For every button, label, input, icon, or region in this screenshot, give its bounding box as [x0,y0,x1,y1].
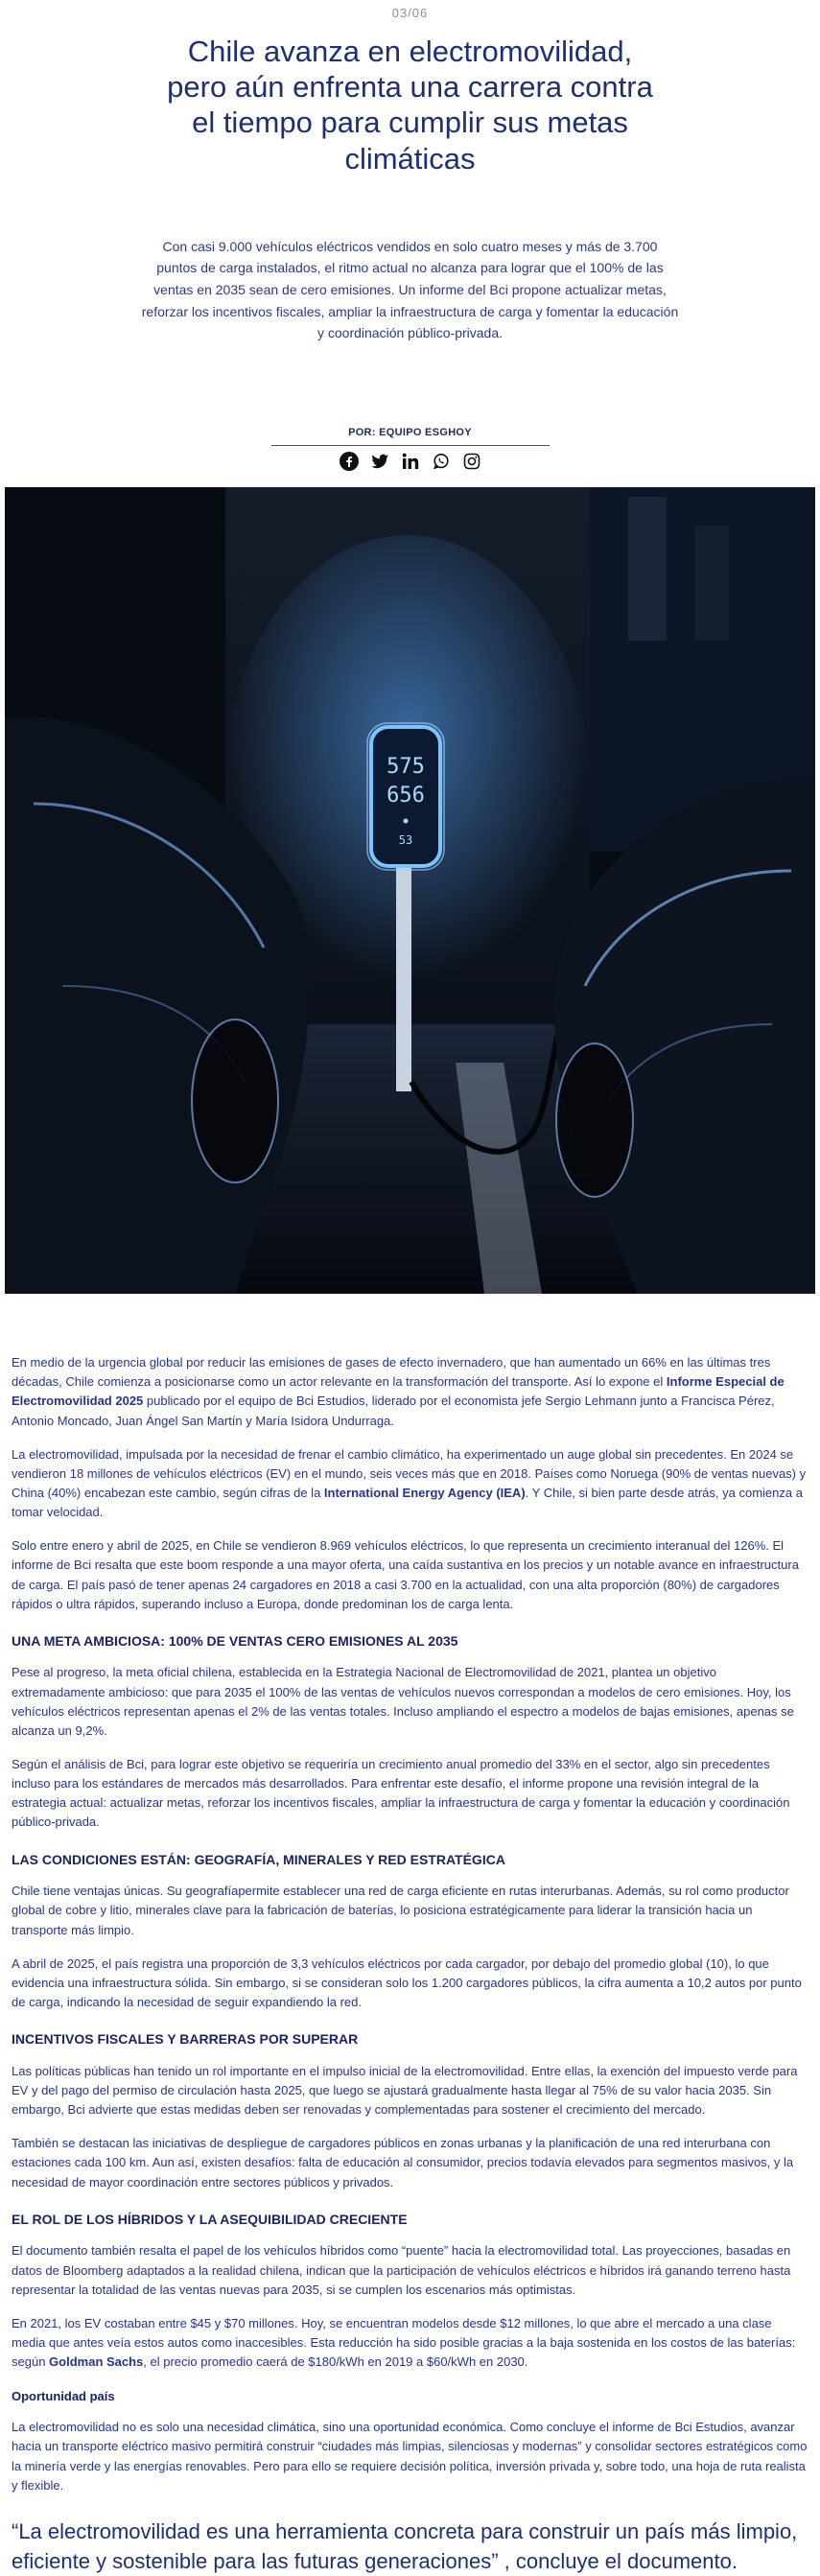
linkedin-icon[interactable] [401,452,420,471]
social-share-bar [0,452,820,471]
facebook-icon[interactable] [340,452,359,471]
report-link[interactable]: Informe Especial de Electromovilidad 2025 [12,1374,785,1409]
section-heading: EL ROL DE LOS HÍBRIDOS Y LA ASEQUIBILIDAD CRECIENTE [12,2211,408,2227]
byline: POR: EQUIPO ESGHOY [348,427,472,439]
article-title: Chile avanza en electromovilidad, pero aún enfrenta una carrera contra el tiempo para cumplir sus metas climáticas [167,35,653,176]
goldman-sachs-link[interactable]: Goldman Sachs [49,2354,144,2370]
section-heading: UNA META AMBICIOSA: 100% DE VENTAS CERO EMISIONES AL 2035 [12,1632,458,1649]
paragraph: La electromovilidad no es solo una necesidad climática, sino una oportunidad económica. Como concluye el informe de Bci Estudios, avanzar hacia un transporte eléctrico masivo permitirá construir “ciudades más limpias, silenciosas y modernas” y consolidar sectores estratégicos como la minería verde y las energías renovables. Pero para ello se requiere decisión política, inversión privada y, sobre todo, una hoja de ruta realista y flexible. [12,2420,808,2493]
byline-divider [271,445,550,446]
paragraph: Chile tiene ventajas únicas. Su geografíapermite establecer una red de carga eficiente en rutas interurbanas. Además, su rol como productor global de cobre y litio, minerales clave para la fabricación de baterías, lo posiciona estratégicamente para liderar la transición hacia un transporte más limpio. [12,1884,789,1937]
article-lead: Con casi 9.000 vehículos eléctricos vendidos en solo cuatro meses y más de 3.700 puntos de carga instalados, el ritmo actual no alcanza para lograr que el 100% de las ventas en 2035 sean de cero emisiones. Un informe del Bci propone actualizar metas, reforzar los incentivos fiscales, ampliar la infraestructura de carga y fomentar la educación y coordinación público-privada. [141,238,679,341]
paragraph: La electromovilidad, impulsada por la necesidad de frenar el cambio climático, ha experimentado un auge global sin precedentes. En 2024 se vendieron 18 millones de vehículos eléctricos (EV) en el mundo, seis veces más que en 2018. Países como Noruega (90% de ventas nuevas) y China (40%) encabezan este cambio, según cifras de la International Energy Agency (IEA). Y Chile, si bien parte desde atrás, ya comienza a tomar velocidad. [12,1446,807,1520]
article-body [0,1353,820,2495]
paragraph: También se destacan las iniciativas de despliegue de cargadores públicos en zonas urbanas y la planificación de una red interurbana con estaciones cada 100 km. Aun así, existen desafíos: falta de educación al consumidor, precios todavía elevados para segmentos masivos, y la necesidad de mayor coordinación entre sectores públicos y privados. [12,2136,794,2190]
charger-display-line-3: 53 [398,833,413,848]
section-heading: LAS CONDICIONES ESTÁN: GEOGRAFÍA, MINERALES Y RED ESTRATÉGICA [12,1851,505,1867]
article-date: 03/06 [391,6,429,20]
paragraph: En 2021, los EV costaban entre $45 y $70 millones. Hoy, se encuentran modelos desde $12 millones, lo que abre el mercado a una clase media que antes veía estos autos como inaccesibles. Esta reducción ha sido posible gracias a la baja sostenida en los costos de las baterías: según Goldman Sachs, el precio promedio caerá de $180/kWh en 2019 a $60/kWh en 2030. [12,2315,796,2370]
instagram-icon[interactable] [462,452,481,471]
hero-image-ev-charger [5,487,815,1294]
iea-link[interactable]: International Energy Agency (IEA) [323,1485,526,1500]
charger-display-line-2: 656 [387,784,425,808]
closing-quote: “La electromovilidad es una herramienta concreta para construir un país más limpio, eficiente y sostenible para las futuras generaciones” , concluye el documento. [12,2518,798,2574]
paragraph: A abril de 2025, el país registra una proporción de 3,3 vehículos eléctricos por cada cargador, por debajo del promedio global (10), lo que evidencia una infraestructura sólida. Sin embargo, si se consideran solo los 1.200 cargadores públicos, la cifra aumenta a 10,2 autos por punto de carga, indicando la necesidad de seguir expandiendo la red. [12,1955,802,2009]
subsection-heading: Oportunidad país [12,2389,115,2404]
paragraph: Pese al progreso, la meta oficial chilena, establecida en la Estrategia Nacional de Electromovilidad de 2021, plantea un objetivo extremadamente ambicioso: que para 2035 el 100% de las ventas de vehículos nuevos correspondan a modelos de cero emisiones. Hoy, los vehículos eléctricos representan apenas el 2% de las ventas totales. Incluso ampliando el espectro a modelos de bajas emisiones, apenas se alcanza un 9,2%. [12,1665,794,1738]
ev-charger-illustration [5,487,815,1294]
paragraph: En medio de la urgencia global por reducir las emisiones de gases de efecto invernadero, que han aumentado un 66% en las últimas tres décadas, Chile comienza a posicionarse como un actor relevante en la transformación del transporte. Así lo expone el Informe Especial de Electromovilidad 2025 publicado por el equipo de Bci Estudios, liderado por el economista jefe Sergio Lehmann junto a Francisca Pérez, Antonio Moncado, Juan Ángel San Martín y María Isidora Undurraga. [12,1355,785,1428]
paragraph: Solo entre enero y abril de 2025, en Chile se vendieron 8.969 vehículos eléctricos, lo que representa un crecimiento interanual del 126%. El informe de Bci resalta que este boom responde a una mayor oferta, una caída sustantiva en los precios y un notable avance en infraestructura de carga. El país pasó de tener apenas 24 cargadores en 2018 a casi 3.700 en la actualidad, con una alta proporción (80%) de cargadores rápidos o ultra rápidos, superando incluso a Europa, donde predominan los de carga lenta. [12,1538,799,1611]
paragraph: Según el análisis de Bci, para lograr este objetivo se requeriría un crecimiento anual promedio del 33% en el sector, algo sin precedentes incluso para los estándares de mercados más desarrollados. Para enfrentar este desafío, el informe propone una revisión integral de la estrategia actual: actualizar metas, reforzar los incentivos fiscales, ampliar la infraestructura de carga y fomentar la educación y coordinación público-privada. [12,1757,790,1830]
paragraph: El documento también resalta el papel de los vehículos híbridos como “puente” hacia la electromovilidad total. Las proyecciones, basadas en datos de Bloomberg adaptados a la realidad chilena, indican que la participación de vehículos eléctricos e híbridos irá ganando terreno hasta representar la totalidad de las ventas nuevas para 2035, si se cumplen los escenarios más optimistas. [12,2243,791,2297]
charger-display-line-1: 575 [387,755,425,780]
twitter-icon[interactable] [370,452,389,471]
whatsapp-icon[interactable] [432,452,451,471]
paragraph: Las políticas públicas han tenido un rol importante en el impulso inicial de la electromovilidad. Entre ellas, la exención del impuesto verde para EV y del pago del permiso de circulación hasta 2025, que luego se ajustará gradualmente hasta llegar al 75% de su valor hacia 2035. Sin embargo, Bci advierte que estas medidas deben ser renovadas y complementadas para sostener el crecimiento del mercado. [12,2063,798,2118]
section-heading: INCENTIVOS FISCALES Y BARRERAS POR SUPERAR [12,2031,359,2048]
